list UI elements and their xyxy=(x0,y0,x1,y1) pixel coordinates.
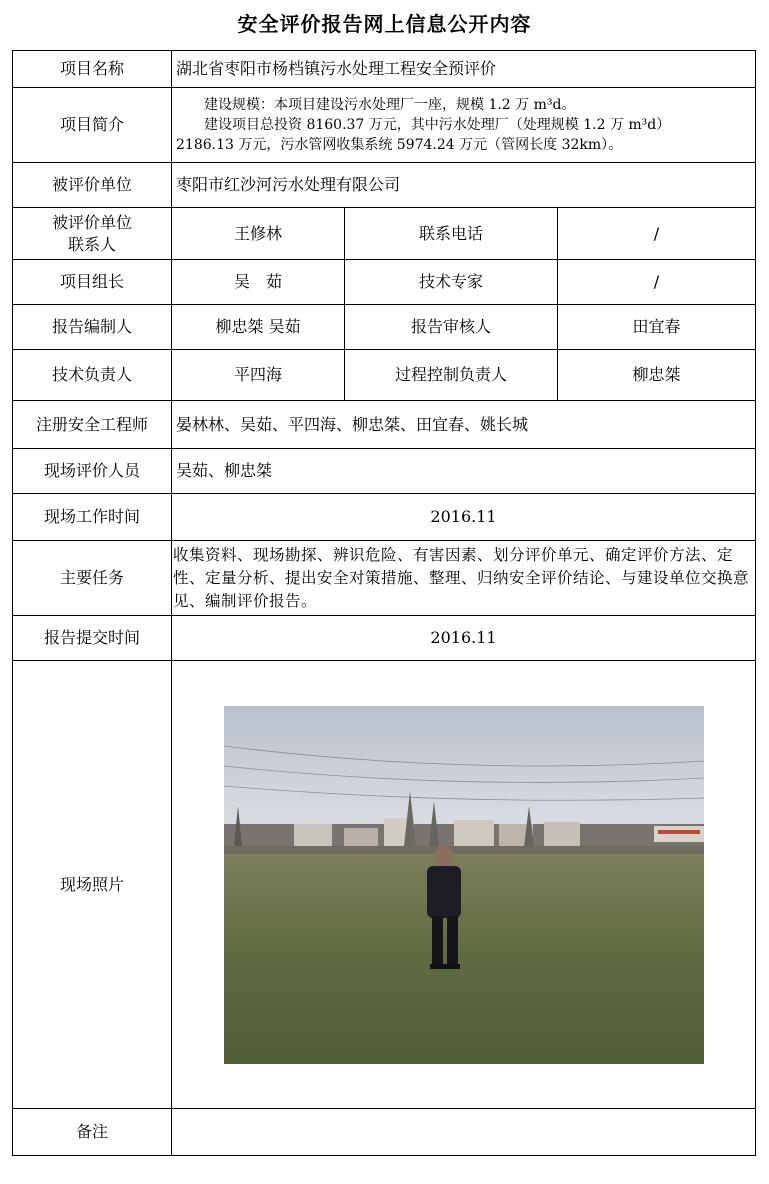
leader-value: 吴 茹 xyxy=(172,260,345,305)
phone-label: 联系电话 xyxy=(345,208,558,260)
project-name-label: 项目名称 xyxy=(13,51,172,88)
process-label: 过程控制负责人 xyxy=(345,350,558,401)
photo-label: 现场照片 xyxy=(13,661,172,1109)
row-site-time xyxy=(13,494,756,541)
row-tasks xyxy=(13,541,756,616)
expert-label: 技术专家 xyxy=(345,260,558,305)
evaluated-unit-value: 枣阳市红沙河污水处理有限公司 xyxy=(172,163,756,208)
remark-value xyxy=(172,1109,756,1156)
process-value: 柳忠桀 xyxy=(558,350,756,401)
contact-label xyxy=(13,208,172,260)
phone-value: / xyxy=(558,208,756,260)
row-compiler xyxy=(13,305,756,350)
contact-label-line1: 被评价单位 xyxy=(51,212,132,232)
site-time-label: 现场工作时间 xyxy=(13,494,172,541)
contact-value: 王修林 xyxy=(172,208,345,260)
tech-value: 平四海 xyxy=(172,350,345,401)
evaluators-label: 现场评价人员 xyxy=(13,449,172,494)
project-intro-label: 项目简介 xyxy=(13,88,172,163)
row-remark xyxy=(13,1109,756,1156)
remark-label: 备注 xyxy=(13,1109,172,1156)
engineers-value: 晏林林、吴茹、平四海、柳忠桀、田宜春、姚长城 xyxy=(172,401,756,449)
photo-cell xyxy=(172,661,756,1109)
submit-time-value: 2016.11 xyxy=(172,616,756,661)
compiler-label: 报告编制人 xyxy=(13,305,172,350)
row-leader xyxy=(13,260,756,305)
tech-label: 技术负责人 xyxy=(13,350,172,401)
submit-time-label: 报告提交时间 xyxy=(13,616,172,661)
compiler-value: 柳忠桀 吴茹 xyxy=(172,305,345,350)
row-evaluators xyxy=(13,449,756,494)
row-photo xyxy=(13,661,756,1109)
row-evaluated-unit xyxy=(13,163,756,208)
reviewer-value: 田宜春 xyxy=(558,305,756,350)
intro-line-1: 建设规模：本项目建设污水处理厂一座，规模 1.2 万 m³d。 xyxy=(204,97,576,113)
project-intro-value xyxy=(172,88,756,163)
row-project-name xyxy=(13,51,756,88)
site-time-value: 2016.11 xyxy=(172,494,756,541)
row-project-intro xyxy=(13,88,756,163)
engineers-label: 注册安全工程师 xyxy=(13,401,172,449)
row-submit-time xyxy=(13,616,756,661)
leader-label: 项目组长 xyxy=(13,260,172,305)
contact-label-line2: 联系人 xyxy=(67,234,116,254)
project-name-value: 湖北省枣阳市杨档镇污水处理工程安全预评价 xyxy=(172,51,756,88)
row-engineers xyxy=(13,401,756,449)
intro-line-2: 建设项目总投资 8160.37 万元，其中污水处理厂（处理规模 1.2 万 m³d） xyxy=(204,117,671,133)
site-photo xyxy=(224,706,704,1064)
evaluators-value: 吴茹、柳忠桀 xyxy=(172,449,756,494)
intro-line-3: 2186.13 万元，污水管网收集系统 5974.24 万元（管网长度 32km）。 xyxy=(176,137,623,153)
reviewer-label: 报告审核人 xyxy=(345,305,558,350)
tasks-label: 主要任务 xyxy=(13,541,172,616)
expert-value: / xyxy=(558,260,756,305)
row-tech xyxy=(13,350,756,401)
evaluated-unit-label: 被评价单位 xyxy=(13,163,172,208)
page-title: 安全评价报告网上信息公开内容 xyxy=(237,12,532,36)
info-table xyxy=(12,50,756,1156)
tasks-value: 收集资料、现场勘探、辨识危险、有害因素、划分评价单元、确定评价方法、定性、定量分析、提出安全对策措施、整理、归纳安全评价结论、与建设单位交换意见、编制评价报告。 xyxy=(172,541,756,616)
row-contact xyxy=(13,208,756,260)
